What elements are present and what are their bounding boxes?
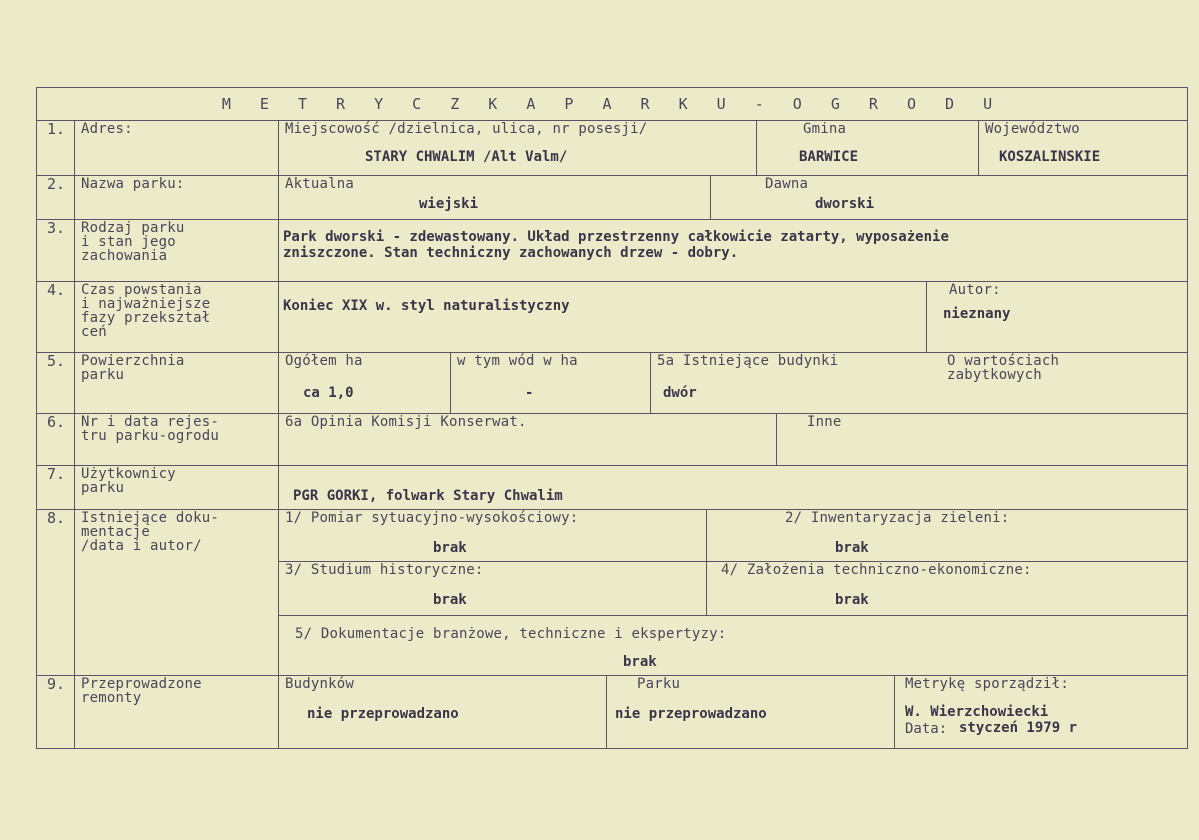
buildings-label: 5a Istniejące budynki (657, 353, 839, 369)
doc-2-cell (707, 510, 1187, 562)
doc-1-value: brak (433, 540, 467, 556)
repairs-label: Przeprowadzone remonty (81, 676, 202, 706)
total-area-value: ca 1,0 (303, 385, 354, 401)
total-area-label: Ogółem ha (285, 353, 363, 369)
gmina-label: Gmina (803, 121, 847, 137)
users-cell (279, 466, 1187, 510)
park-type-cell (279, 220, 1187, 282)
doc-3-cell (279, 562, 707, 616)
doc-5-label: 5/ Dokumentacje branżowe, techniczne i ekspertyzy: (295, 626, 727, 642)
gmina-value: BARWICE (799, 149, 859, 165)
card-title: M E T R Y C Z K A P A R K U - O G R O D U (37, 88, 1187, 121)
current-name-cell (279, 176, 711, 220)
monuments-label: O wartościach zabytkowych (947, 353, 1060, 383)
register-label-cell (75, 414, 279, 466)
water-area-cell (451, 353, 651, 414)
made-by-label: Metrykę sporządził: (905, 676, 1069, 692)
origin-value: Koniec XIX w. styl naturalistyczny (283, 298, 570, 314)
other-cell (777, 414, 1187, 466)
former-name-label: Dawna (765, 176, 809, 192)
locality-value: STARY CHWALIM /Alt Valm/ (365, 149, 568, 165)
gmina-cell (757, 121, 979, 176)
made-by-value: W. Wierzchowiecki (905, 704, 1049, 720)
docs-label: Istniejące doku- mentacje /data i autor/ (81, 510, 220, 554)
park-type-value: Park dworski - zdewastowany. Układ przestrzenny całkowicie zatarty, wyposażenie zniszczone. Stan techniczny zachowanych drzew - dobry. (283, 229, 949, 261)
doc-1-cell (279, 510, 707, 562)
water-area-label: w tym wód w ha (457, 353, 578, 369)
author-cell (927, 282, 1187, 353)
doc-4-cell (707, 562, 1187, 616)
area-label: Powierzchnia parku (81, 353, 185, 383)
other-label: Inne (807, 414, 842, 430)
row-number-8: 8. (37, 510, 75, 676)
opinion-label: 6a Opinia Komisji Konserwat. (285, 414, 527, 430)
locality-cell (279, 121, 757, 176)
origin-label: Czas powstania i najważniejsze fazy przekształ ceń (81, 282, 211, 340)
row-number-3: 3. (37, 220, 75, 282)
current-name-value: wiejski (419, 196, 479, 212)
total-area-cell (279, 353, 451, 414)
locality-label: Miejscowość /dzielnica, ulica, nr posesji/ (285, 121, 648, 137)
repairs-buildings-cell (279, 676, 607, 748)
date-label: Data: (905, 721, 948, 737)
row-number-2: 2. (37, 176, 75, 220)
repairs-park-cell (607, 676, 895, 748)
row-number-1: 1. (37, 121, 75, 176)
repairs-park-label: Parku (637, 676, 681, 692)
repairs-label-cell (75, 676, 279, 748)
doc-5-value: brak (623, 654, 657, 670)
former-name-cell (711, 176, 1187, 220)
users-value: PGR GORKI, folwark Stary Chwalim (293, 488, 563, 504)
doc-2-value: brak (835, 540, 869, 556)
monuments-cell (941, 353, 1187, 414)
doc-4-value: brak (835, 592, 869, 608)
park-type-label-cell (75, 220, 279, 282)
row-number-4: 4. (37, 282, 75, 353)
doc-5-cell (279, 616, 1187, 676)
row-number-7: 7. (37, 466, 75, 510)
doc-4-label: 4/ Założenia techniczno-ekonomiczne: (721, 562, 1032, 578)
current-name-label: Aktualna (285, 176, 355, 192)
users-label-cell (75, 466, 279, 510)
doc-3-value: brak (433, 592, 467, 608)
users-label: Użytkownicy parku (81, 466, 176, 496)
row-number-5: 5. (37, 353, 75, 414)
doc-1-label: 1/ Pomiar sytuacyjno-wysokościowy: (285, 510, 579, 526)
row-number-6: 6. (37, 414, 75, 466)
repairs-buildings-label: Budynków (285, 676, 355, 692)
park-record-card (36, 87, 1188, 749)
repairs-park-value: nie przeprowadzano (615, 706, 767, 722)
author-value: nieznany (943, 306, 1011, 322)
buildings-cell (651, 353, 941, 414)
repairs-buildings-value: nie przeprowadzano (307, 706, 459, 722)
former-name-value: dworski (815, 196, 875, 212)
doc-2-label: 2/ Inwentaryzacja zieleni: (785, 510, 1010, 526)
author-signature-cell (895, 676, 1187, 748)
row-number-9: 9. (37, 676, 75, 748)
date-value: styczeń 1979 r (959, 720, 1078, 736)
origin-label-cell (75, 282, 279, 353)
author-label: Autor: (949, 282, 1001, 298)
voivodeship-cell (979, 121, 1187, 176)
address-label-cell (75, 121, 279, 176)
area-label-cell (75, 353, 279, 414)
voivodeship-value: KOSZALINSKIE (999, 149, 1101, 165)
park-name-label-cell (75, 176, 279, 220)
voivodeship-label: Województwo (985, 121, 1080, 137)
buildings-value: dwór (663, 385, 697, 401)
docs-label-cell (75, 510, 279, 676)
opinion-cell (279, 414, 777, 466)
doc-3-label: 3/ Studium historyczne: (285, 562, 484, 578)
address-label: Adres: (81, 121, 133, 137)
park-type-label: Rodzaj parku i stan jego zachowania (81, 220, 185, 264)
park-name-label: Nazwa parku: (81, 176, 185, 192)
register-label: Nr i data rejes- tru parku-ogrodu (81, 414, 220, 444)
origin-cell (279, 282, 927, 353)
water-area-value: - (525, 385, 534, 401)
